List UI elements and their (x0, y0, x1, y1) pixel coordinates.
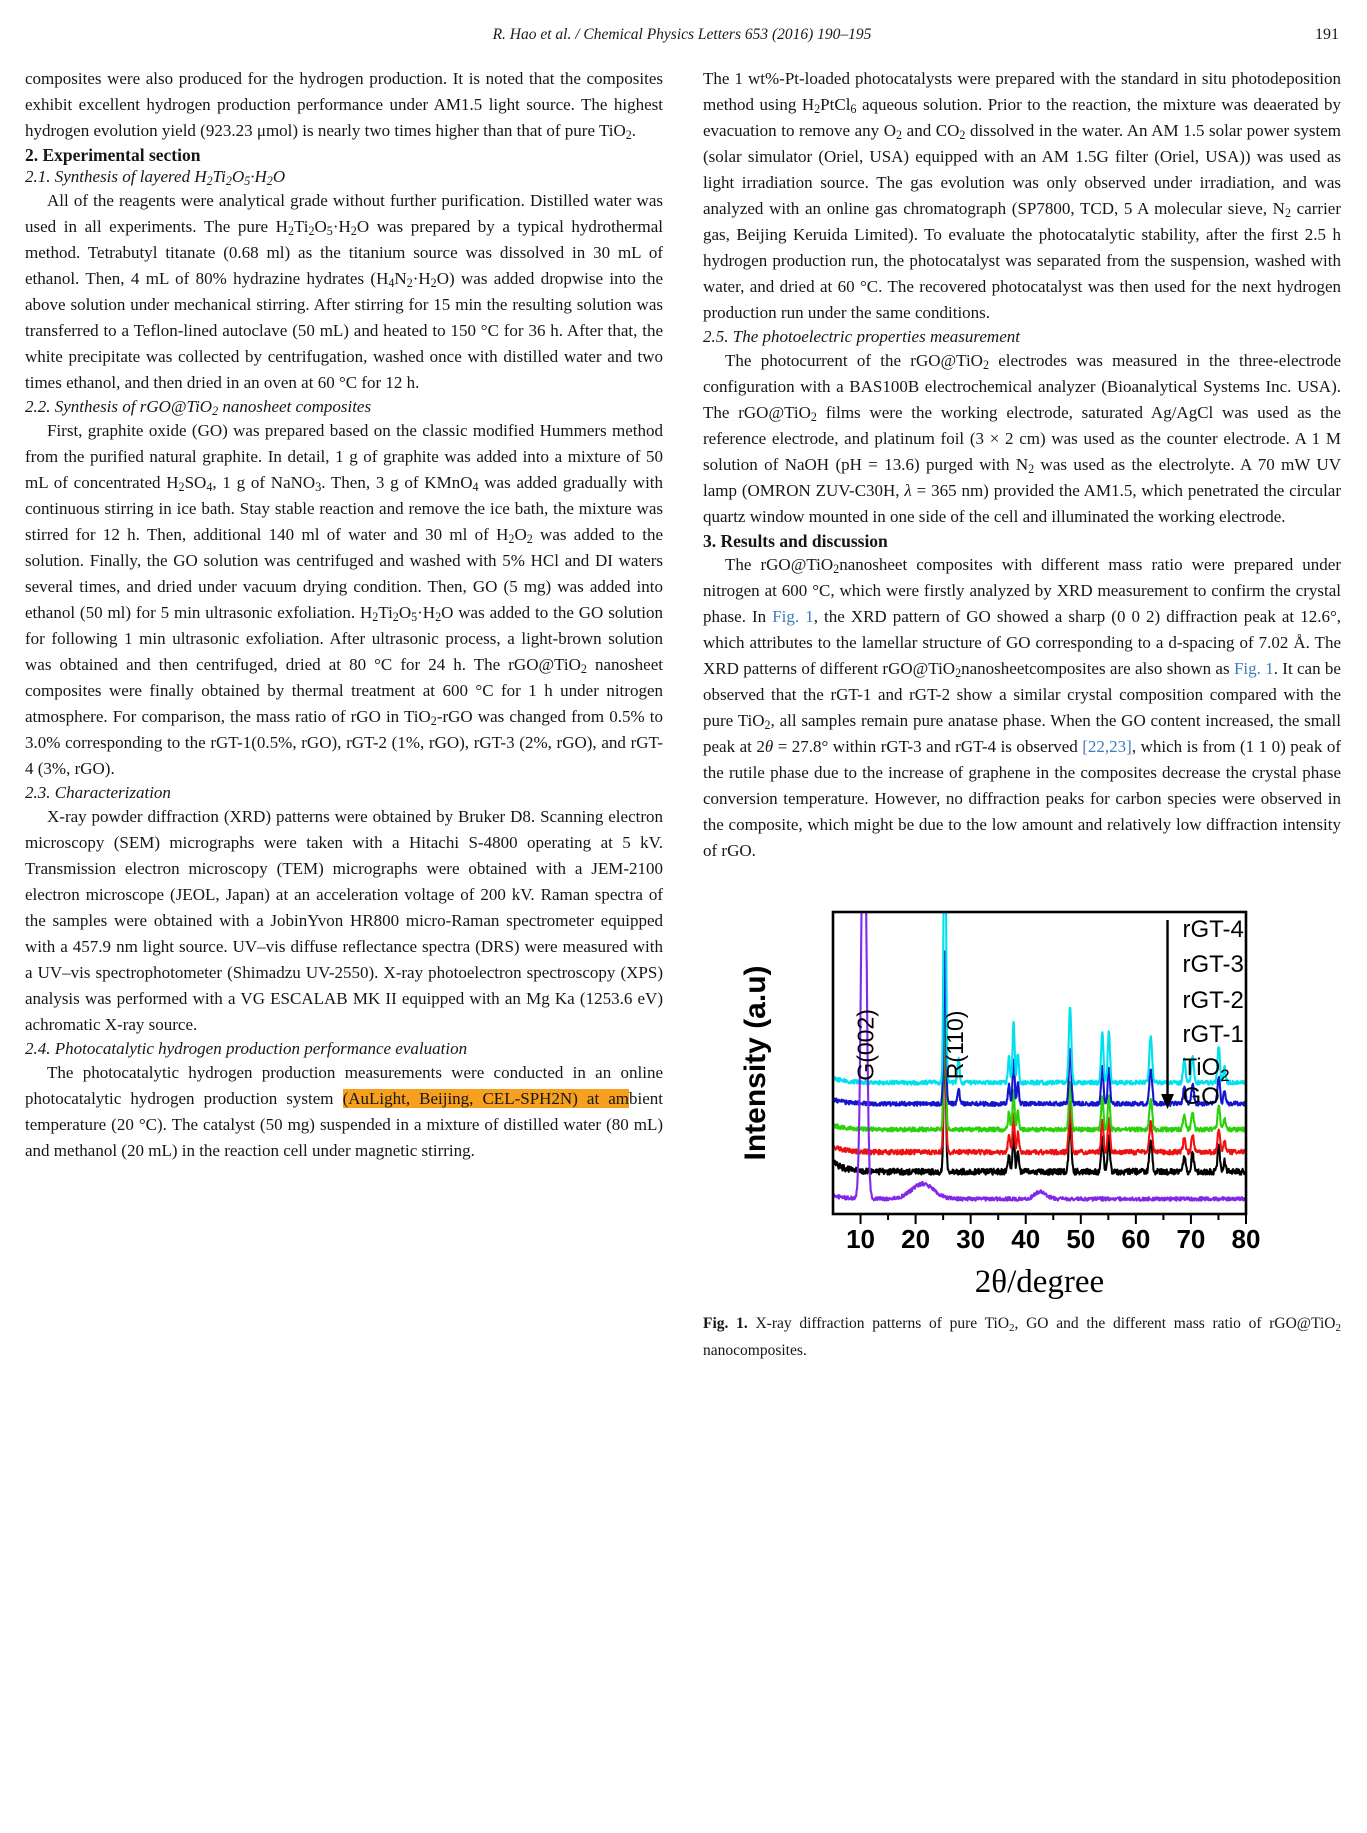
text-segment: , the XRD pattern of GO showed a sharp (0 0 2) diffraction peak at 12.6°, which attributes to the lamellar structure of GO corresponding to a d-spacing of 7.02 Å. The XRD patterns of different rGO@TiO (703, 607, 1341, 678)
subsection-2-2-heading (25, 396, 663, 418)
figure-1 (703, 906, 1341, 1364)
citation-link[interactable]: Fig. 1 (772, 607, 814, 626)
text-segment: ·H (412, 269, 431, 288)
text-segment: ·H (332, 217, 351, 236)
text-segment: nanosheet composites (218, 397, 372, 416)
legend-entry: rGT-2 (1182, 987, 1244, 1014)
text-segment: carrier gas, Beijing Keruida Limited). To evaluate the photocatalytic stability, after the first 2.5 h hydrogen production run, the photocatalyst was separated from the suspension, washed with water, and dried at 60 °C. The recovered photocatalyst was then used for the next hydrogen production run under the same conditions. (703, 199, 1342, 322)
text-segment: The photocurrent of the rGO@TiO (725, 351, 983, 370)
subscript: 2 (810, 410, 817, 425)
text-segment: films were the working electrode, saturated Ag/AgCl was used as the reference electrode, and platinum foil (3 × 2 cm) was used as the counter electrode. A 1 M solution of NaOH (pH = 13.6) purged with N (703, 403, 1341, 474)
text-segment: PtCl (820, 95, 851, 114)
text-segment: nanosheet composites were finally obtained by thermal treatment at 600 °C for 1 h under nitrogen atmosphere. For comparison, the mass ratio of rGO in TiO (25, 655, 663, 726)
subscript: 2 (580, 662, 587, 677)
subscript: 2 (1335, 1322, 1341, 1335)
text-segment: = 365 nm) provided the AM1.5, which penetrated the circular quartz window mounted in one side of the cell and illuminated the working electrode. (703, 481, 1341, 526)
subscript: 2 (350, 224, 357, 239)
subscript: 2 (392, 610, 399, 625)
text-segment: dissolved in the water. An AM 1.5 solar power system (solar simulator (Oriel, USA) equipped with an AM 1.5G filter (Oriel, USA)) was used as light irradiation source. The gas evolution was only observed under irradiation, and was analyzed with an online gas chromatograph (SP7800, TCD, 5 A molecular sieve, N (703, 121, 1341, 218)
text-segment: O (398, 603, 412, 622)
text-segment: nanosheetcomposites are also shown as (961, 659, 1234, 678)
x-axis-title: 2θ/degree (974, 1264, 1105, 1300)
right-column (703, 66, 1341, 1364)
subscript: 2 (764, 718, 771, 733)
subscript: 2 (308, 224, 315, 239)
subscript: 2 (1284, 206, 1291, 221)
subscript: 2 (982, 358, 989, 373)
y-axis-title: Intensity (a.u) (739, 965, 772, 1161)
text-segment: , GO and the different mass ratio of rGO@TiO (1014, 1315, 1336, 1332)
subscript: 4 (472, 480, 479, 495)
subscript: 4 (388, 276, 395, 291)
subsection-2-5-heading: 2.5. The photoelectric properties measurement (703, 327, 1020, 346)
text-segment: Ti (293, 217, 309, 236)
subscript: 2 (287, 224, 294, 239)
text-segment: Ti (378, 603, 393, 622)
text-segment: O (514, 525, 527, 544)
text-segment: -rGO was changed from 0.5% to 3.0% corresponding to the rGT-1(0.5%, rGO), rGT-2 (1%, rGO), rGT-3 (2%, rGO), and rGT-4 (3%, rGO). (25, 707, 663, 778)
text-segment: O was prepared by a typical hydrothermal method. Tetrabutyl titanate (0.68 ml) as the titanium source was dissolved in 30 mL of ethanol. Then, 4 mL of 80% hydrazine hydrates (H (25, 217, 663, 288)
section-3-heading: 3. Results and discussion (703, 531, 888, 551)
subscript: 2 (212, 404, 219, 419)
text-segment: O (314, 217, 327, 236)
x-axis (846, 1214, 1260, 1300)
paragraph-results-xrd (703, 552, 1341, 864)
x-tick-label: 20 (901, 1224, 931, 1254)
text-segment: SO (184, 473, 207, 492)
text-segment: First, graphite oxide (GO) was prepared based on the classic modified Hummers method from the purified natural graphite. In detail, 1 g of graphite was added into a mixture of 50 mL of concentrated H (25, 421, 663, 492)
subsection-2-4-heading: 2.4. Photocatalytic hydrogen production performance evaluation (25, 1039, 468, 1058)
subscript: 2 (833, 562, 840, 577)
legend-entry: TiO$_2$ (1182, 1054, 1230, 1085)
paragraph-continuation (25, 66, 663, 144)
text-segment: . Then, 3 g of KMnO (321, 473, 473, 492)
subscript: 5 (411, 610, 418, 625)
x-tick-label: 60 (1121, 1224, 1151, 1254)
subsection-2-3-heading: 2.3. Characterization (25, 783, 171, 802)
italic-text: λ (904, 481, 912, 500)
subscript: 2 (508, 532, 515, 547)
paragraph-characterization (25, 804, 663, 1038)
page-header (25, 26, 1339, 50)
paragraph-synthesis-rgo-tio2 (25, 418, 663, 782)
subscript: 5 (244, 174, 251, 189)
text-segment: X-ray powder diffraction (XRD) patterns were obtained by Bruker D8. Scanning electron microscopy (SEM) micrographs were taken with a Hitachi S-4800 operating at 5 kV. Transmission electron microscopy (TEM) micrographs were obtained with a JEM-2100 electron microscope (JEOL, Japan) at an acceleration voltage of 200 kV. Raman spectra of the samples were obtained with a JobinYvon HR800 micro-Raman spectrometer equipped with a 457.9 nm light source. UV–vis diffuse reflectance spectra (DRS) were measured with a UV–vis spectrophotometer (Shimadzu UV-2550). X-ray photoelectron spectroscopy (XPS) analysis was performed with a VG ESCALAB MK II equipped with an Mg Ka (1253.6 eV) achromatic X-ray source. (25, 807, 663, 1034)
subscript: 6 (850, 102, 857, 117)
paragraph-pt-loading (703, 66, 1341, 326)
text-segment: X-ray diffraction patterns of pure TiO (747, 1315, 1010, 1332)
text-segment: . (631, 121, 637, 140)
text-segment: Ti (212, 167, 226, 186)
subscript: 2 (1009, 1322, 1015, 1335)
subscript: 5 (326, 224, 333, 239)
subscript: 2 (526, 532, 533, 547)
subscript: 2 (372, 610, 379, 625)
section-2-heading: 2. Experimental section (25, 145, 201, 165)
paragraph-synthesis-h2ti2o5 (25, 188, 663, 396)
subscript: 2 (625, 128, 632, 143)
peak-annotation: R(110) (941, 1010, 968, 1080)
text-segment: All of the reagents were analytical grade without further purification. Distilled water was used in all experiments. The pure H (25, 191, 663, 236)
text-segment: . It can be observed that the rGT-1 and rGT-2 show a similar crystal composition compared with the pure TiO (703, 659, 1341, 730)
figure-1-caption (703, 1310, 1341, 1364)
subscript: 2 (266, 174, 273, 189)
paragraph-photoelectric (703, 348, 1341, 530)
text-segment: The rGO@TiO (725, 555, 834, 574)
x-tick-label: 50 (1066, 1224, 1096, 1254)
subscript: 2 (430, 714, 437, 729)
text-segment: ·H (250, 167, 267, 186)
text-segment: , 1 g of NaNO (212, 473, 316, 492)
x-tick-label: 80 (1231, 1224, 1261, 1254)
text-segment: aqueous solution. Prior to the reaction, the mixture was deaerated by evacuation to remove any O (703, 95, 1342, 140)
subscript: 2 (430, 276, 437, 291)
two-column-body (25, 66, 1341, 1364)
text-segment: O (231, 167, 245, 186)
subscript: 2 (178, 480, 185, 495)
text-segment: ·H (417, 603, 436, 622)
text-segment: The 1 wt%-Pt-loaded photocatalysts were prepared with the standard in situ photodeposition method using H (703, 69, 1341, 114)
subscript: 4 (206, 480, 213, 495)
italic-text: θ (764, 737, 774, 756)
subsection-2-1-heading (25, 166, 663, 188)
citation-link[interactable]: [22,23] (1082, 737, 1132, 756)
paragraph-hydrogen-production (25, 1060, 663, 1164)
text-segment: composites were also produced for the hydrogen production. It is noted that the composites exhibit excellent hydrogen production performance under AM1.5 light source. The highest hydrogen evolution yield (923.23 μmol) is nearly two times higher than that of pure TiO (25, 69, 663, 140)
text-segment: bient temperature (20 °C). The catalyst (50 mg) suspended in a mixture of distilled water (80 mL) and methanol (20 mL) in the reaction cell under magnetic stirring. (25, 1089, 663, 1160)
legend-entry: GO (1182, 1083, 1220, 1110)
subscript: 2 (959, 128, 966, 143)
peak-annotation: G(002) (852, 1009, 879, 1081)
text-segment: O (272, 167, 286, 186)
citation-link[interactable]: Fig. 1 (1233, 659, 1274, 678)
legend-entry: rGT-1 (1182, 1021, 1244, 1048)
subscript: 2 (435, 610, 442, 625)
text-segment: nanosheet composites with different mass ratio were prepared under nitrogen at 600 °C, which were firstly analyzed by XRD measurement to confirm the crystal phase. In (703, 555, 1341, 626)
subscript: 2 (406, 276, 413, 291)
text-segment: O) was added dropwise into the above solution under mechanical stirring. After stirring for 15 min the resulting solution was transferred to a Teflon-lined autoclave (50 mL) and heated to 150 °C for 36 h. After that, the white precipitate was collected by centrifugation, washed once with distilled water and two times ethanol, and then dried in an oven at 60 °C for 12 h. (25, 269, 663, 392)
text-segment: , which is from (1 1 0) peak of the rutile phase due to the increase of graphene in the composites decrease the crystal phase conversion temperature. However, no diffraction peaks for carbon species were observed in the composite, which might be due to the low amount and relatively low diffraction intensity of rGO. (703, 737, 1341, 860)
text-segment: was added to the solution. Finally, the GO solution was centrifuged and washed with 5% HCl and DI waters several times, and dried under vacuum drying condition. Then, GO (5 mg) was added into ethanol (50 ml) for 5 min ultrasonic exfoliation. H (25, 525, 663, 622)
text-segment: and CO (902, 121, 960, 140)
x-tick-label: 10 (846, 1224, 875, 1254)
subscript: 2 (955, 666, 962, 681)
subscript: 3 (315, 480, 322, 495)
text-segment: 2.1. Synthesis of layered H (25, 167, 207, 186)
text-segment: The photocatalytic hydrogen production measurements were conducted in an online photocatalytic hydrogen production system (25, 1063, 663, 1108)
page-number: 191 (1315, 26, 1339, 43)
subscript: 2 (1028, 462, 1035, 477)
x-tick-label: 40 (1011, 1224, 1041, 1254)
highlighted-text: (AuLight, Beijing, CEL-SPH2N) at am (342, 1089, 629, 1108)
text-segment: was added gradually with continuous stirring in ice bath. Stay stable reaction and remove the ice bath, the mixture was stirred for 12 h. Then, additional 140 ml of water and 30 ml of H (25, 473, 664, 544)
subscript: 2 (206, 174, 213, 189)
text-segment: nanocomposites. (703, 1342, 807, 1359)
journal-line: R. Hao et al. / Chemical Physics Letters 653 (2016) 190–195 (492, 26, 872, 43)
subscript: 2 (225, 174, 232, 189)
xrd-chart (703, 906, 1344, 1304)
subscript: 2 (814, 102, 821, 117)
x-tick-label: 70 (1176, 1224, 1206, 1254)
text-segment: O was added to the GO solution for following 1 min ultrasonic exfoliation. After ultrasonic process, a light-brown solution was obtained and then centrifuged, dried at 80 °C for 24 h. The rGO@TiO (25, 603, 663, 674)
x-tick-label: 30 (956, 1224, 986, 1254)
text-segment: = 27.8° within rGT-3 and rGT-4 is observed (773, 737, 1083, 756)
left-column (25, 66, 663, 1364)
bold-text: Fig. 1. (703, 1315, 748, 1332)
legend-entry: rGT-3 (1182, 951, 1244, 978)
text-segment: was used as the electrolyte. A 70 mW UV lamp (OMRON ZUV-C30H, (703, 455, 1341, 500)
text-segment: electrodes was measured in the three-electrode configuration with a BAS100B electrochemical analyzer (Bioanalytical Systems Inc. USA). The rGO@TiO (703, 351, 1341, 422)
legend-entry: rGT-4 (1182, 916, 1244, 943)
text-segment: N (394, 269, 407, 288)
text-segment: , all samples remain pure anatase phase. When the GO content increased, the small peak at 2 (703, 711, 1342, 756)
subscript: 2 (896, 128, 903, 143)
xrd-plot-svg (703, 906, 1344, 1304)
text-segment: 2.2. Synthesis of rGO@TiO (25, 397, 213, 416)
